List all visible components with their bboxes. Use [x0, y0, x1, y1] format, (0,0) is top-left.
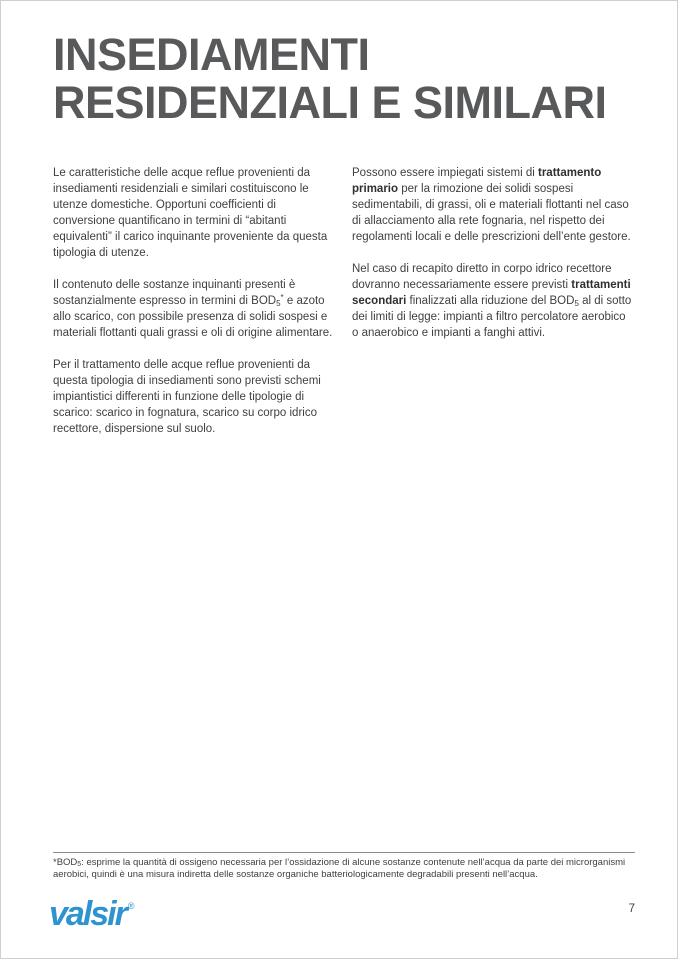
paragraph-trattamento-primario — [352, 165, 635, 245]
paragraph-trattamenti-secondari — [352, 261, 635, 341]
body-column-right — [352, 165, 635, 453]
bod-subscript: 5 — [276, 299, 281, 308]
paragraph-schemi-impiantistici — [53, 357, 336, 437]
paragraph-text: e azoto allo scarico, con possibile presenza di solidi sospesi e materiali flottanti quali grassi e oli di origine alimentare. — [53, 295, 333, 339]
registered-trademark-mark: ® — [127, 901, 135, 911]
valsir-logo — [49, 889, 135, 931]
body-content — [53, 165, 635, 453]
paragraph-text: Possono essere impiegati sistemi di — [352, 167, 538, 179]
footnote-text: : esprime la quantità di ossigeno necessaria per l’ossidazione di alcune sostanze contenute nell’acqua da parte dei microrganismi aerobici, quindi è una misura indiretta delle sostanze organiche batteriologicamente degradabili presenti nell’acqua. — [53, 857, 626, 880]
paragraph-text: per la rimozione dei solidi sospesi sedimentabili, di grassi, oli e materiali flottanti nel caso di allacciamento alla rete fognaria, nel rispetto dei regolamenti locali e delle prescrizioni dell’ente gestore. — [352, 183, 631, 243]
footnote — [53, 857, 635, 881]
page-number: 7 — [628, 903, 635, 915]
page-title-line1: INSEDIAMENTI — [53, 29, 370, 80]
bod-subscript: 5 — [77, 861, 82, 868]
paragraph-text: Le caratteristiche delle acque reflue provenienti da insediamenti residenziali e similari costituiscono le utenze domestiche. Opportuni coefficienti di conversione quantificano in termini di “abitanti equivalenti” il carico inquinante proveniente da questa tipologia di utenze. — [53, 167, 328, 259]
footnote-asterisk: * — [280, 293, 284, 302]
bod-subscript: 5 — [574, 299, 579, 308]
bold-trattamento-primario: trattamento primario — [352, 167, 602, 195]
paragraph-sostanze-inquinanti — [53, 277, 336, 341]
paragraph-text: al di sotto dei limiti di legge: impianti a filtro percolatore aerobico o anaerobico e impianti a fanghi attivi. — [352, 295, 632, 339]
bold-trattamenti-secondari: trattamenti secondari — [352, 279, 631, 307]
paragraph-text: finalizzati alla riduzione del BOD — [406, 295, 575, 307]
paragraph-text: Per il trattamento delle acque reflue provenienti da questa tipologia di insediamenti sono previsti schemi impiantistici differenti in funzione delle tipologie di scarico: scarico in fognatura, scarico su corpo idrico recettore, dispersione sul suolo. — [53, 359, 321, 435]
valsir-logo-text: valsir — [49, 895, 126, 933]
paragraph-utenze-domestiche — [53, 165, 336, 261]
paragraph-text: Nel caso di recapito diretto in corpo idrico recettore dovranno necessariamente essere previsti — [352, 263, 612, 291]
page-title-line2: RESIDENZIALI E SIMILARI — [53, 77, 607, 128]
paragraph-text: Il contenuto delle sostanze inquinanti presenti è sostanzialmente espresso in termini di BOD — [53, 279, 296, 307]
footnote-divider — [53, 852, 635, 853]
page-title — [53, 31, 607, 127]
body-column-left — [53, 165, 336, 453]
footnote-text: *BOD — [53, 857, 78, 868]
